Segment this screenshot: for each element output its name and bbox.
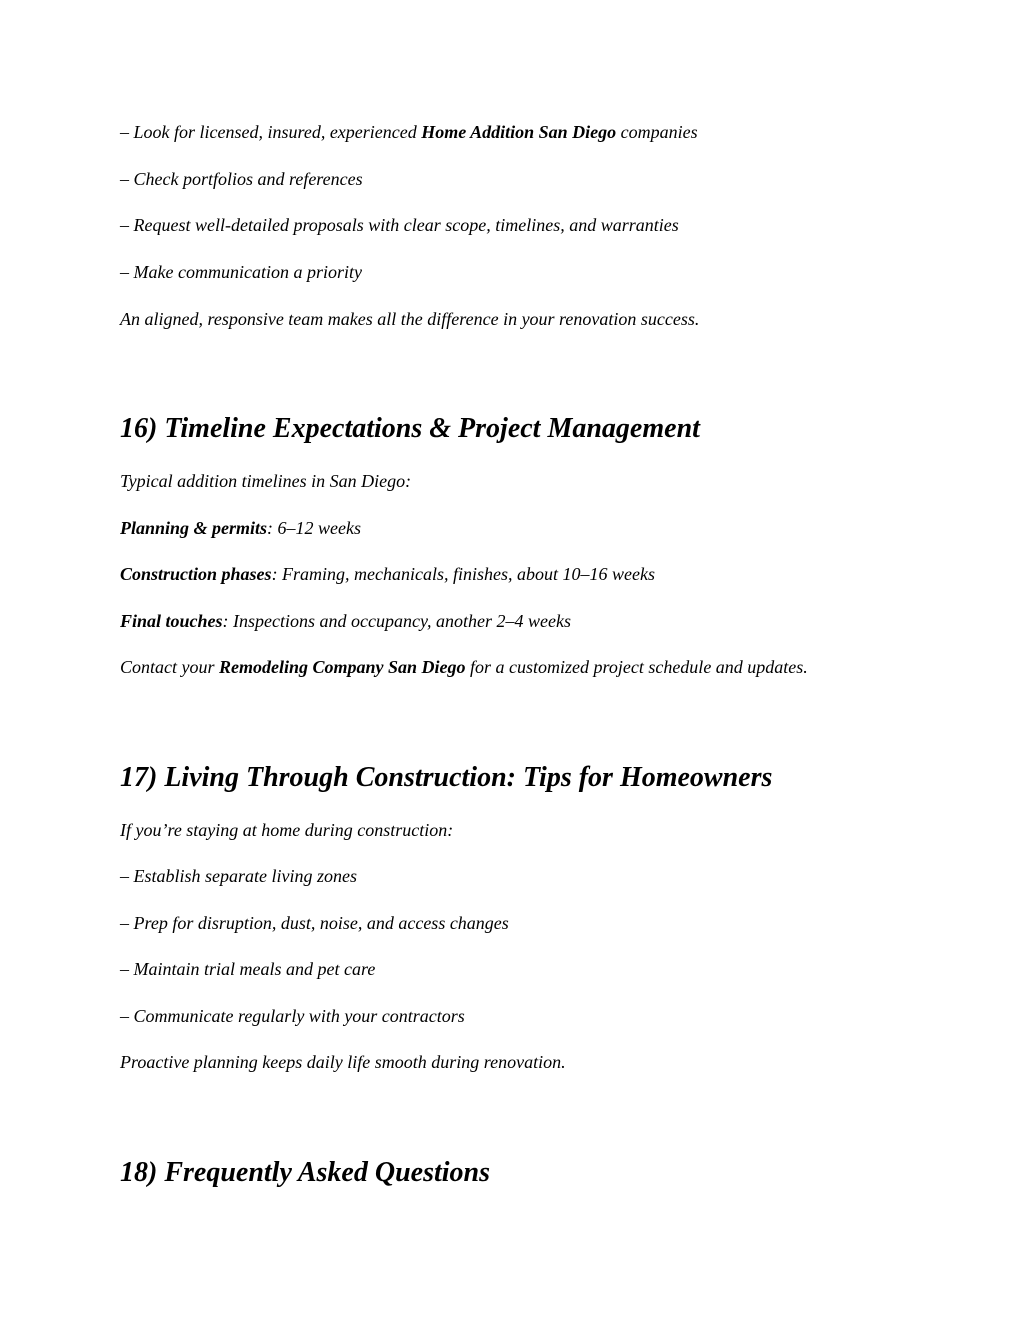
contractor-tip-licensed [120, 121, 698, 143]
timeline-item-final-label: Final touches [120, 611, 223, 631]
contractor-tip-licensed-suffix: companies [616, 122, 698, 142]
heading-faq: 18) Frequently Asked Questions [120, 1157, 490, 1188]
heading-living-through-construction: 17) Living Through Construction: Tips for Homeowners [120, 762, 773, 793]
contractor-tip-communication: – Make communication a priority [120, 262, 362, 282]
timeline-item-final [120, 610, 571, 632]
timeline-contact-paragraph [120, 656, 808, 678]
timeline-intro: Typical addition timelines in San Diego: [120, 471, 412, 491]
home-addition-san-diego-link-text: Home Addition San Diego [421, 122, 617, 142]
timeline-item-planning [120, 517, 361, 539]
contractor-tip-portfolios: – Check portfolios and references [120, 169, 363, 189]
living-closing-paragraph: Proactive planning keeps daily life smooth during renovation. [120, 1052, 566, 1072]
living-tip-disruption: – Prep for disruption, dust, noise, and access changes [120, 913, 509, 933]
timeline-item-planning-text: : 6–12 weeks [267, 518, 362, 538]
contractor-closing-paragraph: An aligned, responsive team makes all the difference in your renovation success. [120, 309, 700, 329]
heading-timeline-expectations: 16) Timeline Expectations & Project Management [120, 413, 700, 444]
timeline-item-construction-label: Construction phases [120, 564, 272, 584]
timeline-item-construction-text: : Framing, mechanicals, finishes, about 10–16 weeks [271, 564, 656, 584]
contractor-tip-licensed-prefix: – Look for licensed, insured, experienced [120, 122, 422, 142]
timeline-item-construction [120, 563, 655, 585]
living-intro: If you’re staying at home during construction: [120, 820, 454, 840]
timeline-contact-prefix: Contact your [120, 657, 219, 677]
timeline-contact-suffix: for a customized project schedule and updates. [465, 657, 808, 677]
document-page [120, 0, 960, 1325]
contractor-tip-proposals: – Request well-detailed proposals with clear scope, timelines, and warranties [120, 215, 679, 235]
living-tip-meals: – Maintain trial meals and pet care [120, 959, 376, 979]
living-tip-zones: – Establish separate living zones [120, 866, 357, 886]
remodeling-company-san-diego-link-text: Remodeling Company San Diego [219, 657, 466, 677]
living-tip-communicate: – Communicate regularly with your contractors [120, 1006, 465, 1026]
timeline-item-planning-label: Planning & permits [120, 518, 268, 538]
timeline-item-final-text: : Inspections and occupancy, another 2–4 weeks [222, 611, 571, 631]
